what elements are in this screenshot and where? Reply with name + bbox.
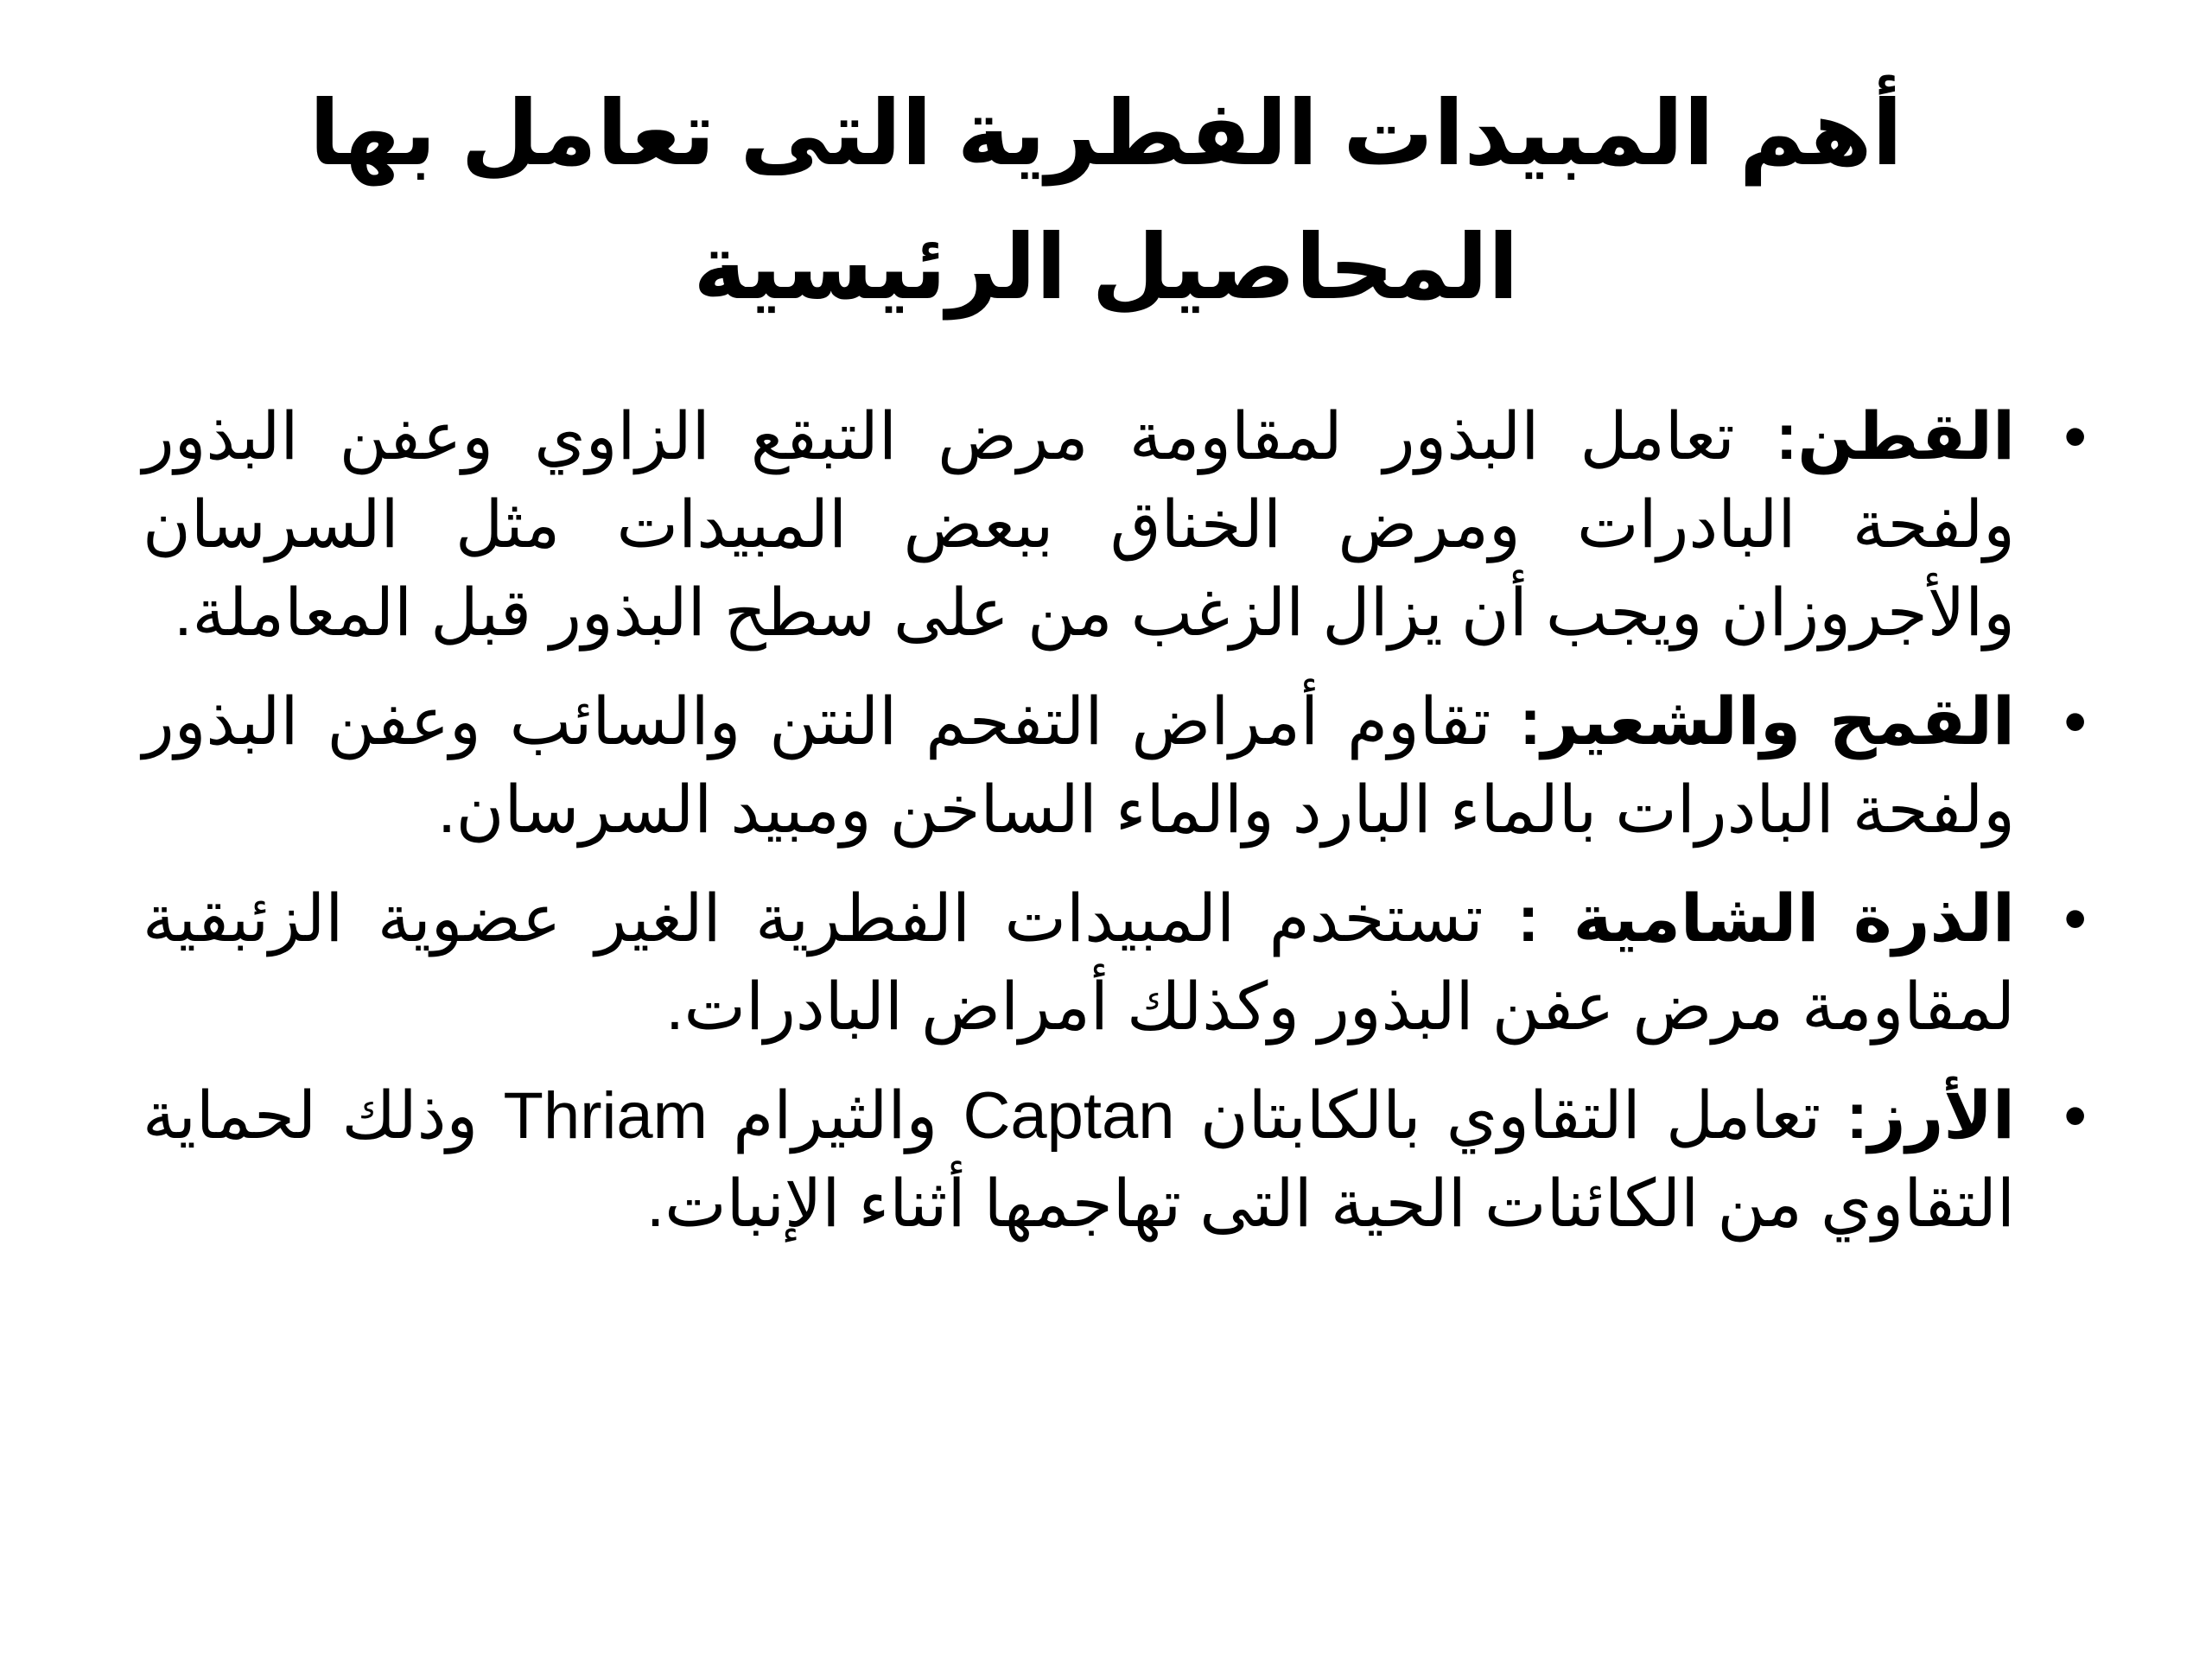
bullet-text: تعامل البذور لمقاومة مرض التبقع الزاوي وعفن البذور ولفحة البادرات ومرض الخناق ببعض المبيدات مثل السرسان والأجروزان ويجب أن يزال الزغب من على سطح البذور قبل المعاملة. [143,400,2015,650]
bullet-heading: القطن: [1775,400,2015,474]
bullet-item-wheat-barley [143,678,2087,855]
bullet-heading: الذرة الشامية : [1516,882,2015,956]
bullet-heading: القمح والشعير: [1519,685,2015,759]
bullet-text: تعامل التقاوي بالكابتان Captan والثيرام Thriam وذلك لحماية التقاوي من الكائنات الحية التى تهاجمها أثناء الإنبات. [143,1079,2015,1241]
bullet-item-rice [143,1072,2087,1249]
bullet-dot-icon: • [2063,400,2087,474]
bullet-text: تقاوم أمراض التفحم النتن والسائب وعفن البذور ولفحة البادرات بالماء البارد والماء الساخن ومبيد السرسان. [143,685,2015,847]
slide-title: أهم المبيدات الفطرية التى تعامل بها المحاصيل الرئيسية [308,84,1904,318]
bullet-text: تستخدم المبيدات الفطرية الغير عضوية الزئبقية لمقاومة مرض عفن البذور وكذلك أمراض البادرات. [143,882,2015,1044]
bullet-list [143,393,2087,1269]
bullet-item-cotton [143,393,2087,658]
bullet-dot-icon: • [2063,685,2087,759]
bullet-dot-icon: • [2063,882,2087,956]
bullet-dot-icon: • [2063,1079,2087,1153]
bullet-item-maize [143,875,2087,1052]
bullet-heading: الأرز: [1846,1079,2015,1153]
